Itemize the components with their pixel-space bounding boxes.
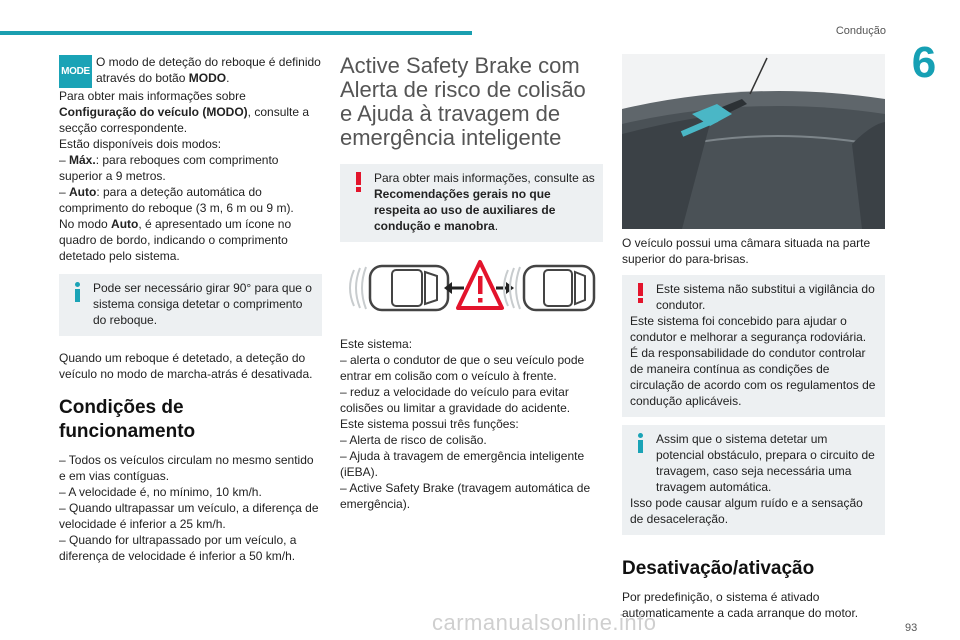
- mode-text: O modo de deteção do reboque é definido através do botão MODO.: [96, 55, 321, 85]
- info-icon: [67, 280, 87, 302]
- warning-box-driver: Este sistema não substitui a vigilância do condutor. Este sistema foi concebido para ajudar o condutor e melhorar a segurança rodoviária. É da responsabilidade do condutor controlar de maneira contínua as condições de circulação de acordo com os regulamentos de condução aplicáveis.: [622, 275, 885, 417]
- mode-row: [59, 54, 322, 88]
- more-info-text: Para obter mais informações sobre Configuração do veículo (MODO), consulte a secção correspondente.: [59, 89, 310, 135]
- info-box-rotation: Pode ser necessário girar 90° para que o sistema consiga detetar o comprimento do reboque.: [59, 274, 322, 336]
- condition-item: – Todos os veículos circulam no mesmo sentido e em vias contíguas.: [59, 453, 314, 483]
- column-middle: [340, 54, 603, 512]
- condition-item: – Quando for ultrapassado por um veículo, a diferença de velocidade é inferior a 50 km/h.: [59, 533, 297, 563]
- page-title: Active Safety Brake com Alerta de risco de colisão e Ajuda à travagem de emergência inteligente: [340, 53, 586, 150]
- function-item: – Ajuda à travagem de emergência inteligente (iEBA).: [340, 449, 585, 479]
- mode-max: – Máx.: para reboques com comprimento superior a 9 metros.: [59, 153, 279, 183]
- collision-warning-icon: [340, 258, 603, 318]
- function-item: – Alerta de risco de colisão.: [340, 433, 487, 447]
- warning-box-recommendations: Para obter mais informações, consulte as Recomendações gerais no que respeita ao uso de auxiliares de condução e manobra.: [340, 164, 603, 242]
- warning-icon: [348, 170, 368, 192]
- conditions-heading: Condições de funcionamento: [59, 397, 196, 442]
- column-right: [622, 54, 885, 621]
- mode-auto: – Auto: para a deteção automática do comprimento do reboque (3 m, 6 m ou 9 m).: [59, 185, 294, 215]
- mode-button-icon: MODE: [59, 55, 92, 88]
- page-number: 93: [905, 622, 918, 634]
- system-intro: Este sistema:: [340, 337, 413, 351]
- condition-item: – A velocidade é, no mínimo, 10 km/h.: [59, 485, 262, 499]
- functions-intro: Este sistema possui três funções:: [340, 417, 519, 431]
- condition-item: – Quando ultrapassar um veículo, a diferença de velocidade é inferior a 25 km/h.: [59, 501, 319, 531]
- section-title: Condução: [835, 25, 886, 37]
- warning-icon: [630, 281, 650, 303]
- system-item: – reduz a velocidade do veículo para evitar colisões ou limitar a gravidade do acidente.: [340, 385, 571, 415]
- header-accent-bar: [0, 31, 472, 35]
- system-item: – alerta o condutor de que o seu veículo pode entrar em colisão com o veículo à frente.: [340, 353, 585, 383]
- camera-text: O veículo possui uma câmara situada na parte superior do para-brisas.: [622, 236, 871, 266]
- column-left: [59, 54, 322, 564]
- auto-mode-text: No modo Auto, é apresentado um ícone no quadro de bordo, indicando o comprimento detetado pelo sistema.: [59, 217, 292, 263]
- info-box-braking: Assim que o sistema detetar um potencial obstáculo, prepara o circuito de travagem, caso seja necessária uma travagem automática. Isso pode causar algum ruído e a sensação de desaceleração.: [622, 425, 885, 535]
- function-item: – Active Safety Brake (travagem automática de emergência).: [340, 481, 591, 511]
- info-icon: [630, 431, 650, 453]
- deactivation-text: Por predefinição, o sistema é ativado automaticamente a cada arranque do motor.: [622, 590, 859, 620]
- windshield-camera-photo: [622, 54, 885, 229]
- camera-illustration: [622, 54, 885, 229]
- modes-intro: Estão disponíveis dois modos:: [59, 137, 222, 151]
- chapter-number: 6: [911, 38, 937, 87]
- collision-illustration: [340, 258, 603, 318]
- trailer-detected-text: Quando um reboque é detetado, a deteção do veículo no modo de marcha-atrás é desativada.: [59, 351, 313, 381]
- deactivation-heading: Desativação/ativação: [622, 558, 815, 579]
- watermark: carmanualsonline.info: [432, 610, 657, 635]
